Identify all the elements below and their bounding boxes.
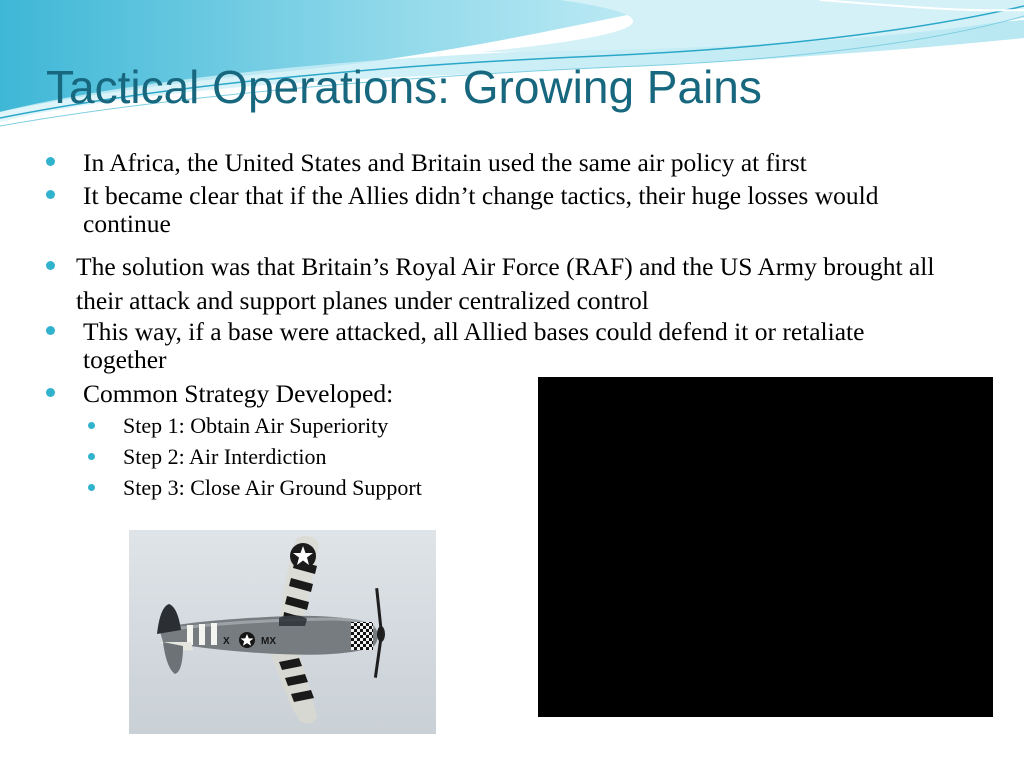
fuselage-code: MX [261, 636, 276, 647]
bullet-marker-icon [46, 388, 55, 397]
bullet-text: Common Strategy Developed: [83, 379, 394, 408]
bullet-marker-icon [46, 326, 55, 335]
sub-bullet-text: Step 3: Close Air Ground Support [123, 475, 422, 500]
p47-aircraft-photo [129, 530, 436, 734]
sub-bullet-marker-icon [88, 484, 95, 491]
sub-bullet-text: Step 1: Obtain Air Superiority [123, 413, 389, 438]
bullet-marker-icon [46, 157, 55, 166]
bullet-marker-icon [46, 190, 55, 199]
bullet-text: It became clear that if the Allies didn’t change tactics, their huge losses would continue [83, 181, 879, 238]
sub-bullet-text: Step 2: Air Interdiction [123, 444, 327, 469]
bullet-text: In Africa, the United States and Britain used the same air policy at first [83, 148, 807, 177]
bullet-marker-icon [46, 261, 55, 270]
bullet-text: This way, if a base were attacked, all Allied bases could defend it or retaliate together [83, 317, 865, 374]
sub-bullet-marker-icon [88, 422, 95, 429]
sub-bullet-marker-icon [88, 453, 95, 460]
fuselage-letter: X [223, 636, 230, 647]
bullet-text: The solution was that Britain’s Royal Air Force (RAF) and the US Army brought all their attack and support planes under centralized control [76, 252, 935, 315]
slide-title: Tactical Operations: Growing Pains [46, 61, 762, 113]
embedded-media-placeholder[interactable] [538, 377, 993, 717]
